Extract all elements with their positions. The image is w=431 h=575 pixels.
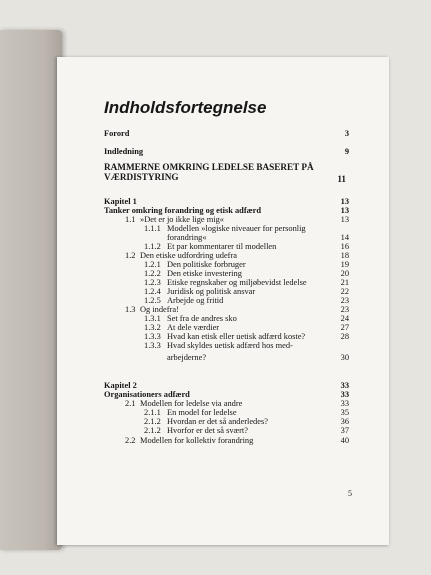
toc-entry-title: Indledning	[104, 147, 144, 156]
toc-entry-page: 19	[340, 260, 349, 269]
toc-entry-title: Og indefra!	[140, 305, 179, 314]
toc-entry-page: 13	[340, 215, 349, 224]
toc-entry-page: 30	[340, 353, 349, 362]
toc-entry-page: 24	[340, 314, 349, 323]
toc-entry	[57, 399, 389, 408]
toc-entry	[57, 287, 389, 296]
toc-entry	[57, 242, 389, 251]
toc-entry	[57, 417, 389, 426]
toc-entry-title: Arbejde og fritid	[167, 296, 224, 305]
toc-entry-number: 2.1	[125, 399, 136, 408]
toc-entry-page: 23	[340, 296, 349, 305]
toc-entry-number: 2.1.2	[144, 417, 161, 426]
toc-entry-title: Kapitel 2	[104, 381, 137, 390]
toc-entry-title: Etiske regnskaber og miljøbevidst ledelse	[167, 278, 307, 287]
toc-entry-page: 22	[340, 287, 349, 296]
toc-entry	[57, 353, 389, 362]
section-heading	[104, 162, 314, 182]
toc-entry-title: Hvordan er det så anderledes?	[167, 417, 268, 426]
section-heading-line1: RAMMERNE OMKRING LEDELSE BASERET PÅ	[104, 162, 314, 172]
left-page-edge	[0, 30, 62, 550]
toc-entry-title: Hvorfor er det så svært?	[167, 426, 248, 435]
toc-entry-number: 1.2.4	[144, 287, 161, 296]
toc-entry	[57, 224, 389, 233]
toc-entry-page: 28	[340, 332, 349, 341]
toc-entry	[57, 278, 389, 287]
toc-entry-title: arbejderne?	[167, 353, 207, 362]
toc-entry	[57, 390, 389, 399]
page-title: Indholdsfortegnelse	[104, 98, 267, 117]
toc-entry	[57, 408, 389, 417]
toc-entry-page: 13	[340, 206, 349, 215]
toc-entry	[57, 341, 389, 350]
toc-entry-page: 9	[344, 147, 349, 156]
toc-entry-title: Modellen for kollektiv forandring	[140, 436, 254, 445]
toc-entry-title: Modellen for ledelse via andre	[140, 399, 243, 408]
toc-entry	[57, 436, 389, 445]
toc-entry-title: Forord	[104, 129, 130, 138]
toc-entry-title: forandring«	[167, 233, 207, 242]
toc-entry-page: 33	[340, 399, 349, 408]
toc-entry	[57, 426, 389, 435]
toc-entry	[57, 197, 389, 206]
toc-entry-number: 1.3.3	[144, 341, 161, 350]
toc-entry	[57, 251, 389, 260]
toc-entry-page: 18	[340, 251, 349, 260]
toc-entry-title: Den politiske forbruger	[167, 260, 246, 269]
toc-entry-title: At dele værdier	[167, 323, 220, 332]
toc-entry-number: 1.2	[125, 251, 136, 260]
toc-entry	[57, 233, 389, 242]
toc-entry-page: 33	[340, 381, 349, 390]
toc-entry-number: 1.2.5	[144, 296, 161, 305]
toc-entry-number: 1.2.2	[144, 269, 161, 278]
toc-entry-page: 3	[344, 129, 349, 138]
toc-entry-number: 1.3.3	[144, 332, 161, 341]
toc-entry-title: Hvad skyldes uetisk adfærd hos med-	[167, 341, 293, 350]
book-page	[57, 57, 389, 545]
toc-entry-title: Set fra de andres sko	[167, 314, 237, 323]
toc-entry-number: 2.2	[125, 436, 136, 445]
toc-entry	[57, 332, 389, 341]
toc-entry-number: 1.1.2	[144, 242, 161, 251]
toc-entry-title: »Det er jo ikke lige mig«	[140, 215, 224, 224]
toc-entry-title: Den etiske investering	[167, 269, 242, 278]
toc-entry	[57, 147, 389, 156]
toc-entry-number: 1.2.3	[144, 278, 161, 287]
toc-entry-number: 1.3.2	[144, 323, 161, 332]
toc-entry-number: 2.1.2	[144, 426, 161, 435]
toc-entry-page: 35	[340, 408, 349, 417]
toc-entry	[57, 206, 389, 215]
page-number: 5	[348, 489, 352, 498]
toc-entry-page: 20	[340, 269, 349, 278]
toc-entry-number: 1.1	[125, 215, 136, 224]
toc-entry-page: 23	[340, 305, 349, 314]
toc-entry-page: 37	[340, 426, 349, 435]
toc-entry-page: 36	[340, 417, 349, 426]
toc-entry-title: Tanker omkring forandring og etisk adfærd	[104, 206, 262, 215]
toc-entry-number: 1.3	[125, 305, 136, 314]
toc-entry-title: Organisationers adfærd	[104, 390, 190, 399]
toc-entry-number: 1.1.1	[144, 224, 161, 233]
section-page-number: 11	[337, 174, 346, 184]
toc-entry-title: Hvad kan etisk eller uetisk adfærd koste?	[167, 332, 306, 341]
toc-entry	[57, 305, 389, 314]
toc-entry	[57, 323, 389, 332]
toc-entry-page: 14	[340, 233, 349, 242]
toc-entry	[57, 260, 389, 269]
toc-entry-page: 40	[340, 436, 349, 445]
toc-entry-title: En model for ledelse	[167, 408, 237, 417]
toc-entry-title: Modellen »logiske niveauer for personlig	[167, 224, 306, 233]
toc-entry-number: 1.3.1	[144, 314, 161, 323]
toc-entry-page: 16	[340, 242, 349, 251]
section-heading-line2: VÆRDISTYRING	[104, 172, 179, 182]
toc-entry-title: Et par kommentarer til modellen	[167, 242, 277, 251]
toc-entry-page: 33	[340, 390, 349, 399]
toc-entry	[57, 215, 389, 224]
toc-entry-title: Juridisk og politisk ansvar	[167, 287, 256, 296]
toc-entry-page: 13	[340, 197, 349, 206]
toc-entry	[57, 129, 389, 138]
toc-entry	[57, 314, 389, 323]
toc-entry-title: Den etiske udfordring udefra	[140, 251, 237, 260]
toc-entry-number: 2.1.1	[144, 408, 161, 417]
toc-entry-page: 21	[340, 278, 349, 287]
toc-entry-title: Kapitel 1	[104, 197, 137, 206]
toc-entry	[57, 269, 389, 278]
toc-entry-page: 27	[340, 323, 349, 332]
toc-entry	[57, 381, 389, 390]
toc-entry-number: 1.2.1	[144, 260, 161, 269]
toc-entry	[57, 296, 389, 305]
